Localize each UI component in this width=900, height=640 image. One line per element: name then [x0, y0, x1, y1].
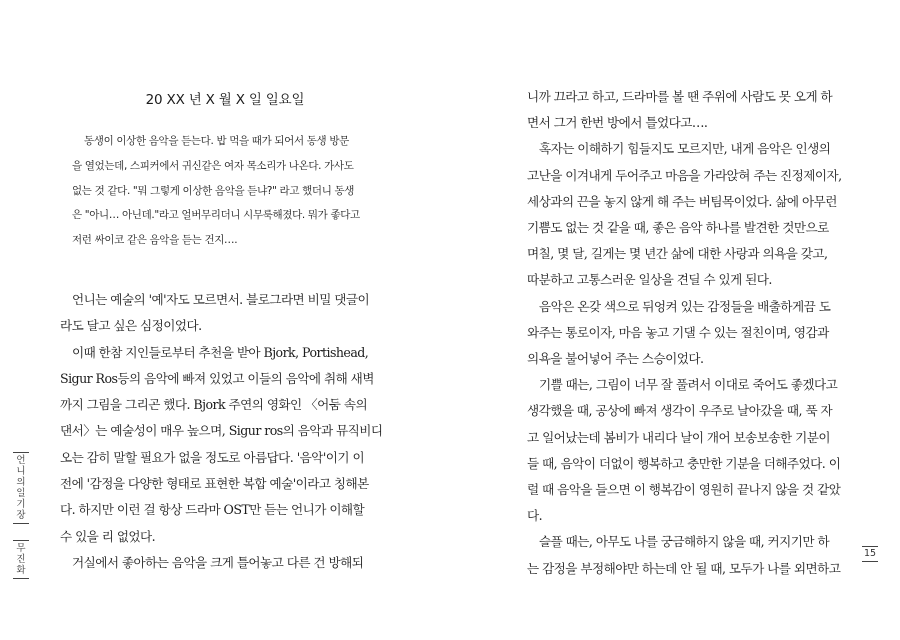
body-line: 기쁨도 없는 것 같을 때, 좋은 음악 하나를 발견한 것만으로 — [527, 220, 829, 236]
body-line: 댄서〉는 예술성이 매우 높으며, Sigur ros의 음악과 뮤직비디 — [60, 423, 383, 439]
body-line: 다. — [527, 508, 543, 524]
diary-entry-date: 20 XX 년 X 월 X 일 일요일 — [145, 92, 305, 108]
running-head-book-title — [13, 452, 29, 524]
body-line: 와주는 통로이자, 마음 놓고 기댈 수 있는 절친이며, 영감과 — [527, 324, 829, 340]
body-line: 혹자는 이해하기 힘들지도 모르지만, 내게 음악은 인생의 — [539, 141, 831, 157]
body-line: 들 때, 음악이 더없이 행복하고 충만한 기분을 더해주었다. 이 — [527, 455, 841, 471]
diary-line: 저런 싸이코 같은 음악을 듣는 건지…. — [72, 234, 238, 247]
body-line: 수 있을 리 없었다. — [60, 528, 156, 544]
running-head-author — [13, 540, 29, 579]
body-line: 음악은 온갖 색으로 뒤엉켜 있는 감정들을 배출하게끔 도 — [539, 298, 831, 314]
body-line: 라도 달고 싶은 심정이었다. — [60, 318, 202, 334]
body-line: 는 감정을 부정해야만 하는데 안 될 때, 모두가 나를 외면하고 — [527, 560, 841, 576]
body-line: 럴 때 음악을 들으면 이 행복감이 영원히 끝나지 않을 것 같았 — [527, 482, 841, 498]
body-line: 까지 그림을 그리곤 했다. Bjork 주연의 영화인 〈어둠 속의 — [60, 397, 368, 413]
diary-line: 동생이 이상한 음악을 듣는다. 밥 먹을 때가 되어서 동생 방문 — [84, 135, 349, 147]
body-line: 슬플 때는, 아무도 나를 궁금해하지 않을 때, 커지기만 하 — [539, 534, 830, 550]
body-line: 다. 하지만 이런 걸 항상 드라마 OST만 듣는 언니가 이해할 — [60, 502, 365, 518]
body-line: 며칠, 몇 달, 길게는 몇 년간 삶에 대한 사랑과 의욕을 갖고, — [527, 246, 828, 262]
body-line: 니까 끄라고 하고, 드라마를 볼 땐 주위에 사람도 못 오게 하 — [527, 89, 833, 104]
diary-line: 은 "아니… 아닌데."라고 얼버무리더니 시무룩해졌다. 뭐가 좋다고 — [72, 209, 360, 222]
right-page — [450, 0, 900, 640]
diary-entry-text — [72, 129, 384, 253]
body-line: 이때 한참 지인들로부터 추천을 받아 Bjork, Portishead, — [72, 344, 369, 360]
body-line: 고난을 이겨내게 두어주고 마음을 가라앉혀 주는 진정제이자, — [527, 167, 842, 183]
body-line: 거실에서 좋아하는 음악을 크게 틀어놓고 다른 건 방해되 — [72, 554, 364, 570]
left-body-text — [60, 287, 400, 576]
body-line: 기쁠 때는, 그림이 너무 잘 풀려서 이대로 죽어도 좋겠다고 — [539, 377, 838, 393]
body-line: Sigur Ros등의 음악에 빠져 있었고 이들의 음악에 취해 새벽 — [60, 370, 374, 386]
body-line: 고 일어났는데 봄비가 내리다 날이 개어 보송보송한 기분이 — [527, 429, 830, 445]
body-line: 생각했을 때, 공상에 빠져 생각이 우주로 날아갔을 때, 푹 자 — [527, 403, 833, 419]
diary-line: 을 열었는데, 스피커에서 귀신같은 여자 목소리가 나온다. 가사도 — [72, 159, 354, 172]
body-line: 오는 감히 말할 필요가 없을 정도로 아름답다. '음악'이기 이 — [60, 449, 365, 465]
body-line: 따분하고 고통스러운 일상을 견딜 수 있게 된다. — [527, 272, 772, 288]
page-number-text: 15 — [863, 548, 877, 559]
page-number — [862, 546, 878, 562]
body-line: 면서 그거 한번 방에서 틀었다고…. — [527, 115, 708, 131]
vertical-author-text: 무진화 — [16, 543, 26, 576]
body-line: 세상과의 끈을 놓지 않게 해 주는 버팀목이었다. 삶에 아무런 — [527, 193, 837, 209]
vertical-title-text: 언니의일기장 — [16, 455, 26, 521]
body-line: 전에 '감정을 다양한 형태로 표현한 복합 예술'이라고 칭해본 — [60, 476, 369, 492]
right-body-text — [527, 84, 857, 582]
body-line: 의욕을 불어넣어 주는 스승이었다. — [527, 351, 704, 367]
diary-line: 없는 것 같다. "뭐 그렇게 이상한 음악을 듣냐?" 라고 했더니 동생 — [72, 184, 355, 197]
body-line: 언니는 예술의 '예'자도 모르면서. 블로그라면 비밀 댓글이 — [72, 292, 370, 307]
